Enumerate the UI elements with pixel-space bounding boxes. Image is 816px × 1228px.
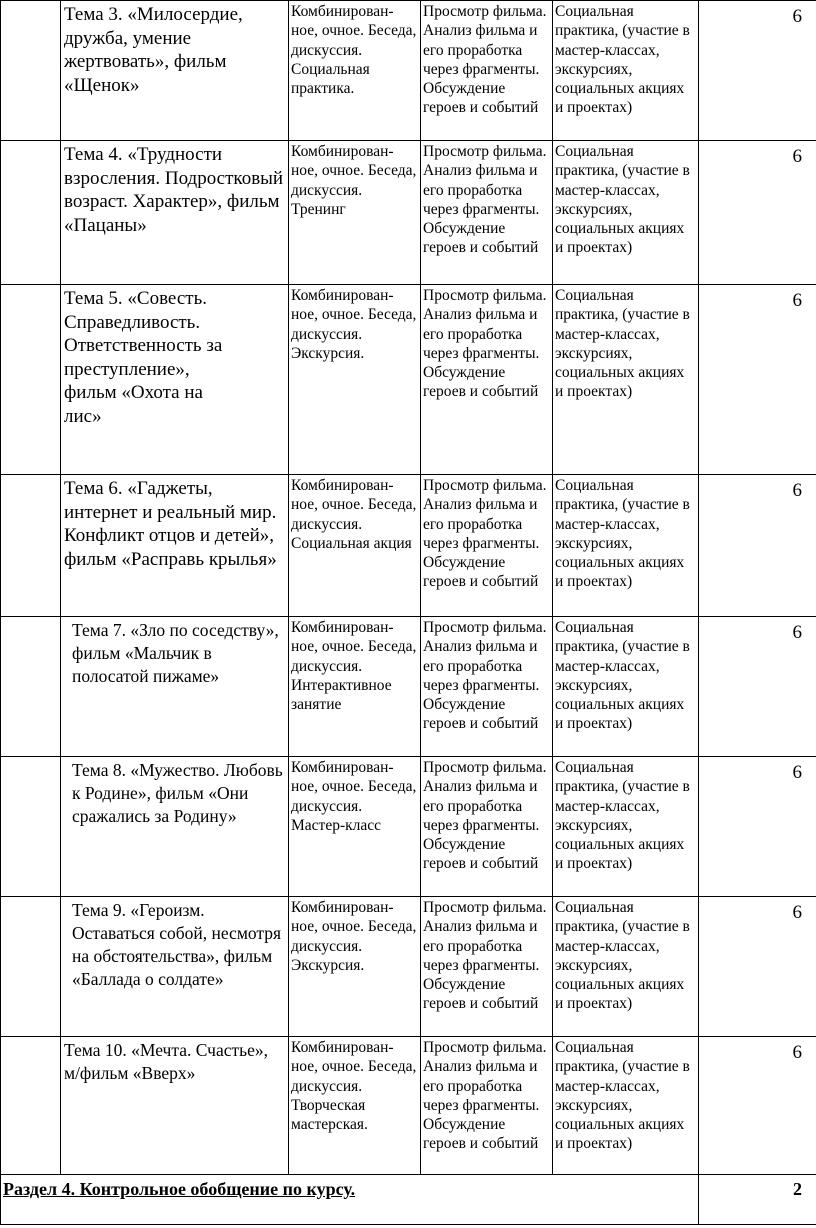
social-cell (553, 1, 699, 141)
activity-text: Просмотр фильма. Анализ фильма и его проработка через фрагменты. Обсуждение героев и событий (423, 287, 547, 401)
form-cell (289, 141, 421, 285)
form-text: Комбинирован-ное, очное. Беседа, дискуссия. Социальная акция (291, 477, 417, 552)
activity-cell (421, 757, 553, 897)
hours-value: 6 (792, 6, 802, 27)
hours-cell (699, 1, 816, 141)
table-row (1, 617, 816, 757)
activity-text: Просмотр фильма. Анализ фильма и его проработка через фрагменты. Обсуждение героев и событий (423, 619, 547, 733)
topic-text: Тема 8. «Мужество. Любовь к Родине», фильм «Они сражались за Родину» (72, 760, 283, 826)
activity-cell (421, 141, 553, 285)
social-cell (553, 285, 699, 475)
form-cell (289, 617, 421, 757)
form-text: Комбинирован-ное, очное. Беседа, дискуссия. Творческая мастерская. (291, 1039, 417, 1134)
social-cell (553, 897, 699, 1037)
social-text: Социальная практика, (участие в мастер-классах, экскурсиях, социальных акциях и проектах) (555, 143, 690, 257)
topic-cell (61, 757, 289, 897)
topic-text: Тема 3. «Милосердие, дружба, умение жертвовать», фильм «Щенок» (64, 4, 243, 96)
form-text: Комбинирован-ное, очное. Беседа, дискуссия. Экскурсия. (291, 287, 417, 362)
social-cell (553, 1037, 699, 1175)
form-text: Комбинирован-ное, очное. Беседа, дискуссия. Мастер-класс (291, 759, 417, 834)
topic-text: Тема 6. «Гаджеты, интернет и реальный мир. Конфликт отцов и детей», фильм «Расправь крылья» (64, 478, 277, 570)
row-number-cell (1, 757, 61, 897)
form-cell (289, 475, 421, 617)
activity-cell (421, 617, 553, 757)
activity-text: Просмотр фильма. Анализ фильма и его проработка через фрагменты. Обсуждение героев и событий (423, 759, 547, 873)
social-cell (553, 475, 699, 617)
social-cell (553, 617, 699, 757)
section-hours-cell (699, 1175, 816, 1225)
form-text: Комбинирован-ное, очное. Беседа, дискуссия. Тренинг (291, 143, 417, 218)
table-row (1, 141, 816, 285)
topic-cell (61, 285, 289, 475)
social-text: Социальная практика, (участие в мастер-классах, экскурсиях, социальных акциях и проектах) (555, 3, 690, 117)
row-number-cell (1, 475, 61, 617)
section-title-cell (1, 1175, 699, 1225)
hours-cell (699, 141, 816, 285)
hours-cell (699, 475, 816, 617)
social-text: Социальная практика, (участие в мастер-классах, экскурсиях, социальных акциях и проектах) (555, 287, 690, 401)
activity-text: Просмотр фильма. Анализ фильма и его проработка через фрагменты. Обсуждение героев и событий (423, 3, 547, 117)
form-cell (289, 1, 421, 141)
topic-cell (61, 617, 289, 757)
topic-text: Тема 5. «Совесть. Справедливость. Ответственность за преступление», фильм «Охота на лис» (64, 288, 223, 427)
hours-value: 6 (792, 902, 802, 923)
form-text: Комбинирован-ное, очное. Беседа, дискуссия. Социальная практика. (291, 3, 417, 98)
form-cell (289, 1037, 421, 1175)
hours-cell (699, 757, 816, 897)
social-text: Социальная практика, (участие в мастер-классах, экскурсиях, социальных акциях и проектах) (555, 619, 690, 733)
hours-cell (699, 897, 816, 1037)
row-number-cell (1, 1, 61, 141)
hours-value: 6 (792, 622, 802, 643)
topic-cell (61, 897, 289, 1037)
topic-cell (61, 1037, 289, 1175)
activity-cell (421, 285, 553, 475)
social-cell (553, 141, 699, 285)
topic-text: Тема 10. «Мечта. Счастье», м/фильм «Вверх» (64, 1040, 269, 1083)
section-title: Раздел 4. Контрольное обобщение по курсу. (3, 1179, 356, 1199)
activity-cell (421, 897, 553, 1037)
row-number-cell (1, 285, 61, 475)
hours-value: 6 (792, 1042, 802, 1063)
social-text: Социальная практика, (участие в мастер-классах, экскурсиях, социальных акциях и проектах) (555, 759, 690, 873)
hours-value: 6 (792, 480, 802, 501)
row-number-cell (1, 1037, 61, 1175)
topic-cell (61, 141, 289, 285)
activity-text: Просмотр фильма. Анализ фильма и его проработка через фрагменты. Обсуждение героев и событий (423, 477, 547, 591)
row-number-cell (1, 897, 61, 1037)
hours-cell (699, 1037, 816, 1175)
table-row (1, 1, 816, 141)
social-cell (553, 757, 699, 897)
hours-value: 6 (792, 762, 802, 783)
hours-cell (699, 617, 816, 757)
topic-text: Тема 4. «Трудности взросления. Подростковый возраст. Характер», фильм «Пацаны» (64, 144, 284, 236)
form-text: Комбинирован-ное, очное. Беседа, дискуссия. Интерактивное занятие (291, 619, 417, 714)
hours-cell (699, 285, 816, 475)
activity-text: Просмотр фильма. Анализ фильма и его проработка через фрагменты. Обсуждение героев и событий (423, 899, 547, 1013)
table-row (1, 757, 816, 897)
hours-value: 6 (792, 146, 802, 167)
form-cell (289, 285, 421, 475)
activity-cell (421, 475, 553, 617)
social-text: Социальная практика, (участие в мастер-классах, экскурсиях, социальных акциях и проектах) (555, 477, 690, 591)
hours-value: 6 (792, 290, 802, 311)
section-row (1, 1175, 816, 1225)
form-text: Комбинирован-ное, очное. Беседа, дискуссия. Экскурсия. (291, 899, 417, 974)
activity-text: Просмотр фильма. Анализ фильма и его проработка через фрагменты. Обсуждение героев и событий (423, 1039, 547, 1153)
activity-cell (421, 1, 553, 141)
topic-text: Тема 9. «Героизм. Оставаться собой, несмотря на обстоятельства», фильм «Баллада о солдате» (72, 900, 282, 989)
form-cell (289, 757, 421, 897)
row-number-cell (1, 617, 61, 757)
table-row (1, 475, 816, 617)
table-row (1, 1037, 816, 1175)
topic-cell (61, 1, 289, 141)
social-text: Социальная практика, (участие в мастер-классах, экскурсиях, социальных акциях и проектах) (555, 899, 690, 1013)
topic-cell (61, 475, 289, 617)
table-row (1, 285, 816, 475)
topic-text: Тема 7. «Зло по соседству», фильм «Мальчик в полосатой пижаме» (72, 620, 279, 686)
section-hours: 2 (793, 1179, 802, 1199)
activity-cell (421, 1037, 553, 1175)
activity-text: Просмотр фильма. Анализ фильма и его проработка через фрагменты. Обсуждение героев и событий (423, 143, 547, 257)
form-cell (289, 897, 421, 1037)
social-text: Социальная практика, (участие в мастер-классах, экскурсиях, социальных акциях и проектах) (555, 1039, 690, 1153)
row-number-cell (1, 141, 61, 285)
table-row (1, 897, 816, 1037)
